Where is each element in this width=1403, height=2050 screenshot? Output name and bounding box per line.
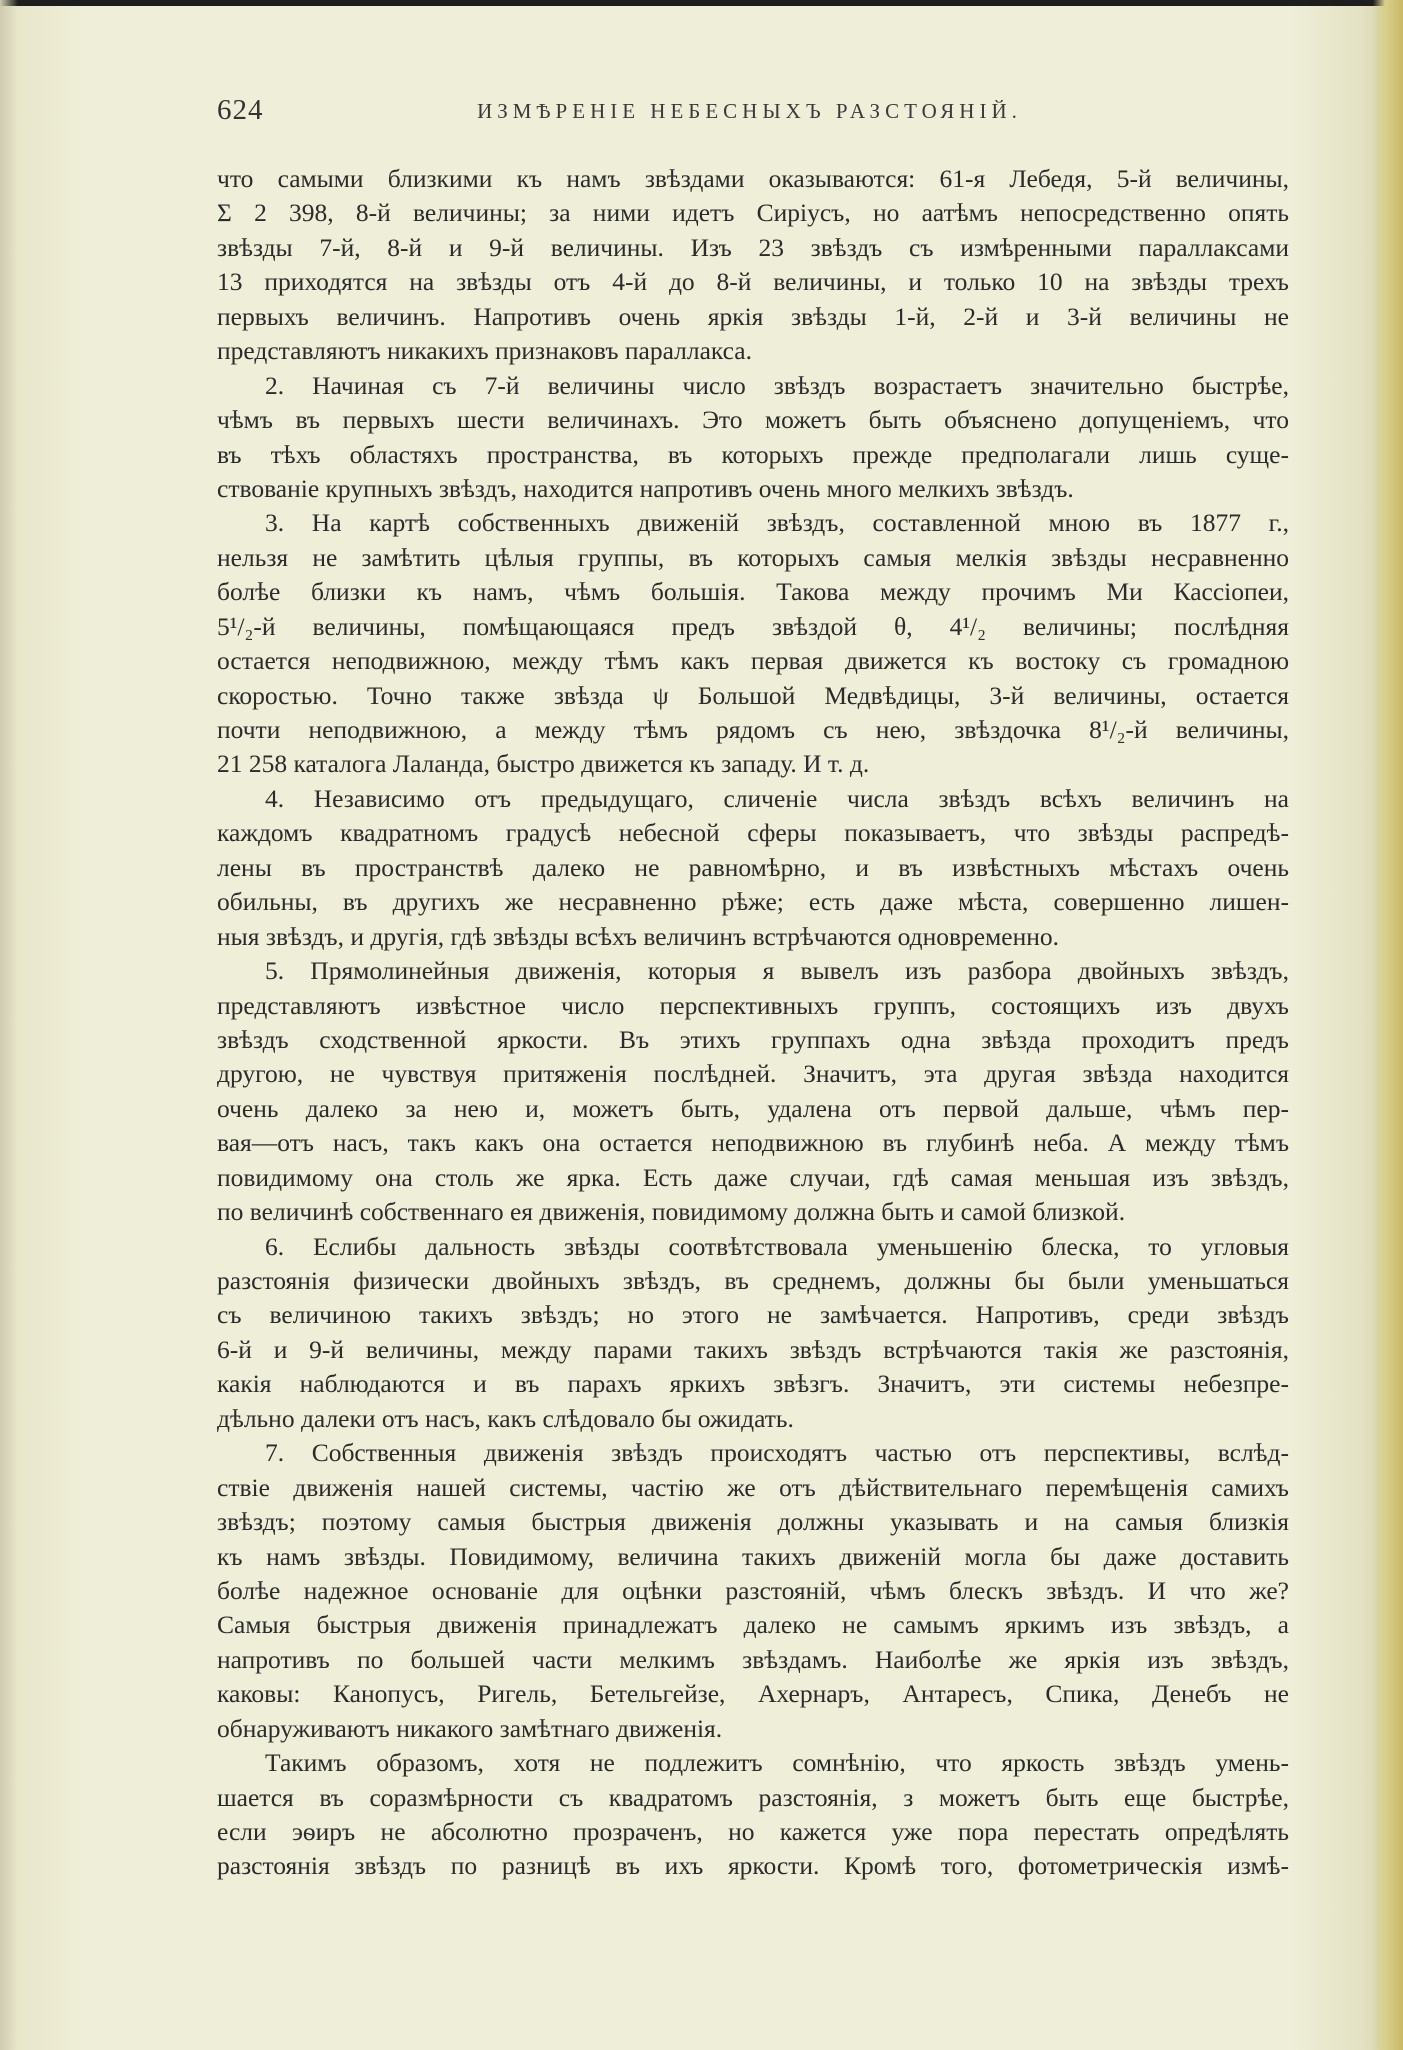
text-line: почти неподвижною, а между тѣмъ рядомъ съ нею, звѣздочка 8¹/₂-й величины, xyxy=(217,715,1289,744)
text-line: каковы: Канопусъ, Ригель, Бетельгейзе, Ахернаръ, Антаресъ, Спика, Денебъ не xyxy=(217,1679,1289,1709)
text-line: звѣзды 7-й, 8-й и 9-й величины. Изъ 23 звѣздъ съ измѣренными параллаксами xyxy=(217,232,1289,262)
text-line: Такимъ образомъ, хотя не подлежитъ сомнѣнію, что яркость звѣздъ умень- xyxy=(265,1748,1289,1778)
text-line: ныя звѣздъ, и другія, гдѣ звѣзды всѣхъ величинъ встрѣчаются одновременно. xyxy=(217,921,1059,951)
text-line: 6. Еслибы дальность звѣзды соотвѣтствовала уменьшенію блеска, то угловыя xyxy=(265,1231,1289,1261)
text-line: представляютъ извѣстное число перспективныхъ группъ, состоящихъ изъ двухъ xyxy=(217,990,1289,1020)
page-number: 624 xyxy=(217,94,264,126)
page-right-edge xyxy=(1373,0,1403,2050)
text-line: 2. Начиная съ 7-й величины число звѣздъ возрастаетъ значительно быстрѣе, xyxy=(265,370,1289,400)
text-line: обильны, въ другихъ же несравненно рѣже; есть даже мѣста, совершенно лишен- xyxy=(217,887,1289,917)
text-line: къ намъ звѣзды. Повидимому, величина такихъ движеній могла бы даже доставить xyxy=(217,1541,1289,1571)
text-line: 5¹/₂-й величины, помѣщающаяся предъ звѣздой θ, 4¹/₂ величины; послѣдняя xyxy=(217,611,1289,641)
text-line: 3. На картѣ собственныхъ движеній звѣздъ, составленной мною въ 1877 г., xyxy=(265,508,1289,538)
text-line: болѣе надежное основаніе для оцѣнки разстояній, чѣмъ блескъ звѣздъ. И что же? xyxy=(217,1575,1289,1605)
text-line: скоростью. Точно также звѣзда ψ Большой Медвѣдицы, 3-й величины, остается xyxy=(217,680,1289,710)
text-line: какія наблюдаются и въ парахъ яркихъ звѣзгъ. Значитъ, эти системы небезпре- xyxy=(217,1369,1289,1399)
text-line: вая—отъ насъ, такъ какъ она остается неподвижною въ глубинѣ неба. А между тѣмъ xyxy=(217,1128,1289,1158)
text-line: остается неподвижною, между тѣмъ какъ первая движется къ востоку съ громадною xyxy=(217,646,1289,676)
text-line: другою, не чувствуя притяженія послѣдней. Значитъ, эта другая звѣзда находится xyxy=(217,1059,1289,1089)
text-line: Σ 2 398, 8-й величины; за ними идетъ Сиріусъ, но аатѣмъ непосредственно опять xyxy=(217,198,1289,228)
text-line: чѣмъ въ первыхъ шести величинахъ. Это можетъ быть объяснено допущеніемъ, что xyxy=(217,405,1289,435)
text-line: 7. Собственныя движенія звѣздъ происходятъ частью отъ перспективы, вслѣд- xyxy=(265,1438,1289,1468)
text-line: шается въ соразмѣрности съ квадратомъ разстоянія, з можетъ быть еще быстрѣе, xyxy=(217,1782,1289,1812)
text-line: ствованіе крупныхъ звѣздъ, находится напротивъ очень много мелкихъ звѣздъ. xyxy=(217,473,1074,503)
page-top-edge xyxy=(0,0,1403,6)
text-line: обнаруживаютъ никакого замѣтнаго движенія. xyxy=(217,1713,723,1743)
text-line: ствіе движенія нашей системы, частію же отъ дѣйствительнаго перемѣщенія самихъ xyxy=(217,1472,1289,1502)
text-line: 6-й и 9-й величины, между парами такихъ звѣздъ встрѣчаются такія же разстоянія, xyxy=(217,1334,1289,1364)
text-line: лены въ пространствѣ далеко не равномѣрно, и въ извѣстныхъ мѣстахъ очень xyxy=(217,852,1289,882)
text-line: съ величиною такихъ звѣздъ; но этого не замѣчается. Напротивъ, среди звѣздъ xyxy=(217,1300,1289,1330)
text-line: звѣздъ сходственной яркости. Въ этихъ группахъ одна звѣзда проходитъ предъ xyxy=(217,1024,1289,1054)
text-line: въ тѣхъ областяхъ пространства, въ которыхъ прежде предполагали лишь суще- xyxy=(217,439,1289,469)
text-line: 4. Независимо отъ предыдущаго, сличеніе числа звѣздъ всѣхъ величинъ на xyxy=(265,783,1289,813)
text-line: 5. Прямолинейныя движенія, которыя я вывелъ изъ разбора двойныхъ звѣздъ, xyxy=(265,956,1289,986)
running-head: ИЗМѢРЕНІЕ НЕБЕСНЫХЪ РАЗСТОЯНІЙ. xyxy=(477,99,1022,123)
text-line: 21 258 каталога Лаланда, быстро движется къ западу. И т. д. xyxy=(217,749,870,779)
text-line: 13 приходятся на звѣзды отъ 4-й до 8-й величины, и только 10 на звѣзды трехъ xyxy=(217,267,1289,297)
text-line: напротивъ по большей части мелкимъ звѣздамъ. Наиболѣе же яркія изъ звѣздъ, xyxy=(217,1644,1289,1674)
text-line: звѣздъ; поэтому самыя быстрыя движенія должны указывать и на самыя близкія xyxy=(217,1507,1289,1537)
text-line: по величинѣ собственнаго ея движенія, повидимому должна быть и самой близкой. xyxy=(217,1197,1126,1227)
text-line: разстоянія звѣздъ по разницѣ въ ихъ яркости. Кромѣ того, фотометрическія измѣ- xyxy=(217,1851,1289,1881)
text-line: первыхъ величинъ. Напротивъ очень яркія звѣзды 1-й, 2-й и 3-й величины не xyxy=(217,301,1289,331)
text-line: очень далеко за нею и, можетъ быть, удалена отъ первой дальше, чѣмъ пер- xyxy=(217,1093,1289,1123)
text-line: представляютъ никакихъ признаковъ параллакса. xyxy=(217,336,753,366)
text-line: каждомъ квадратномъ градусѣ небесной сферы показываетъ, что звѣзды распредѣ- xyxy=(217,818,1289,848)
text-line: разстоянія физически двойныхъ звѣздъ, въ среднемъ, должны бы были уменьшаться xyxy=(217,1266,1289,1295)
body-text xyxy=(217,162,1289,1884)
text-line: Самыя быстрыя движенія принадлежатъ далеко не самымъ яркимъ изъ звѣздъ, а xyxy=(217,1610,1289,1640)
text-line: повидимому она столь же ярка. Есть даже случаи, гдѣ самая меньшая изъ звѣздъ, xyxy=(217,1162,1289,1192)
text-line: дѣльно далеки отъ насъ, какъ слѣдовало бы ожидать. xyxy=(217,1403,794,1433)
page-left-shade xyxy=(0,0,18,2050)
text-line: если эѳиръ не абсолютно прозраченъ, но кажется уже пора перестать опредѣлять xyxy=(217,1817,1289,1846)
text-line: нельзя не замѣтить цѣлыя группы, въ которыхъ самыя мелкія звѣзды несравненно xyxy=(217,542,1289,572)
text-line: что самыми близкими къ намъ звѣздами оказываются: 61-я Лебедя, 5-й величины, xyxy=(217,164,1289,193)
text-line: болѣе близки къ намъ, чѣмъ большія. Такова между прочимъ Ми Кассіопеи, xyxy=(217,577,1289,607)
page-header xyxy=(217,94,1282,134)
